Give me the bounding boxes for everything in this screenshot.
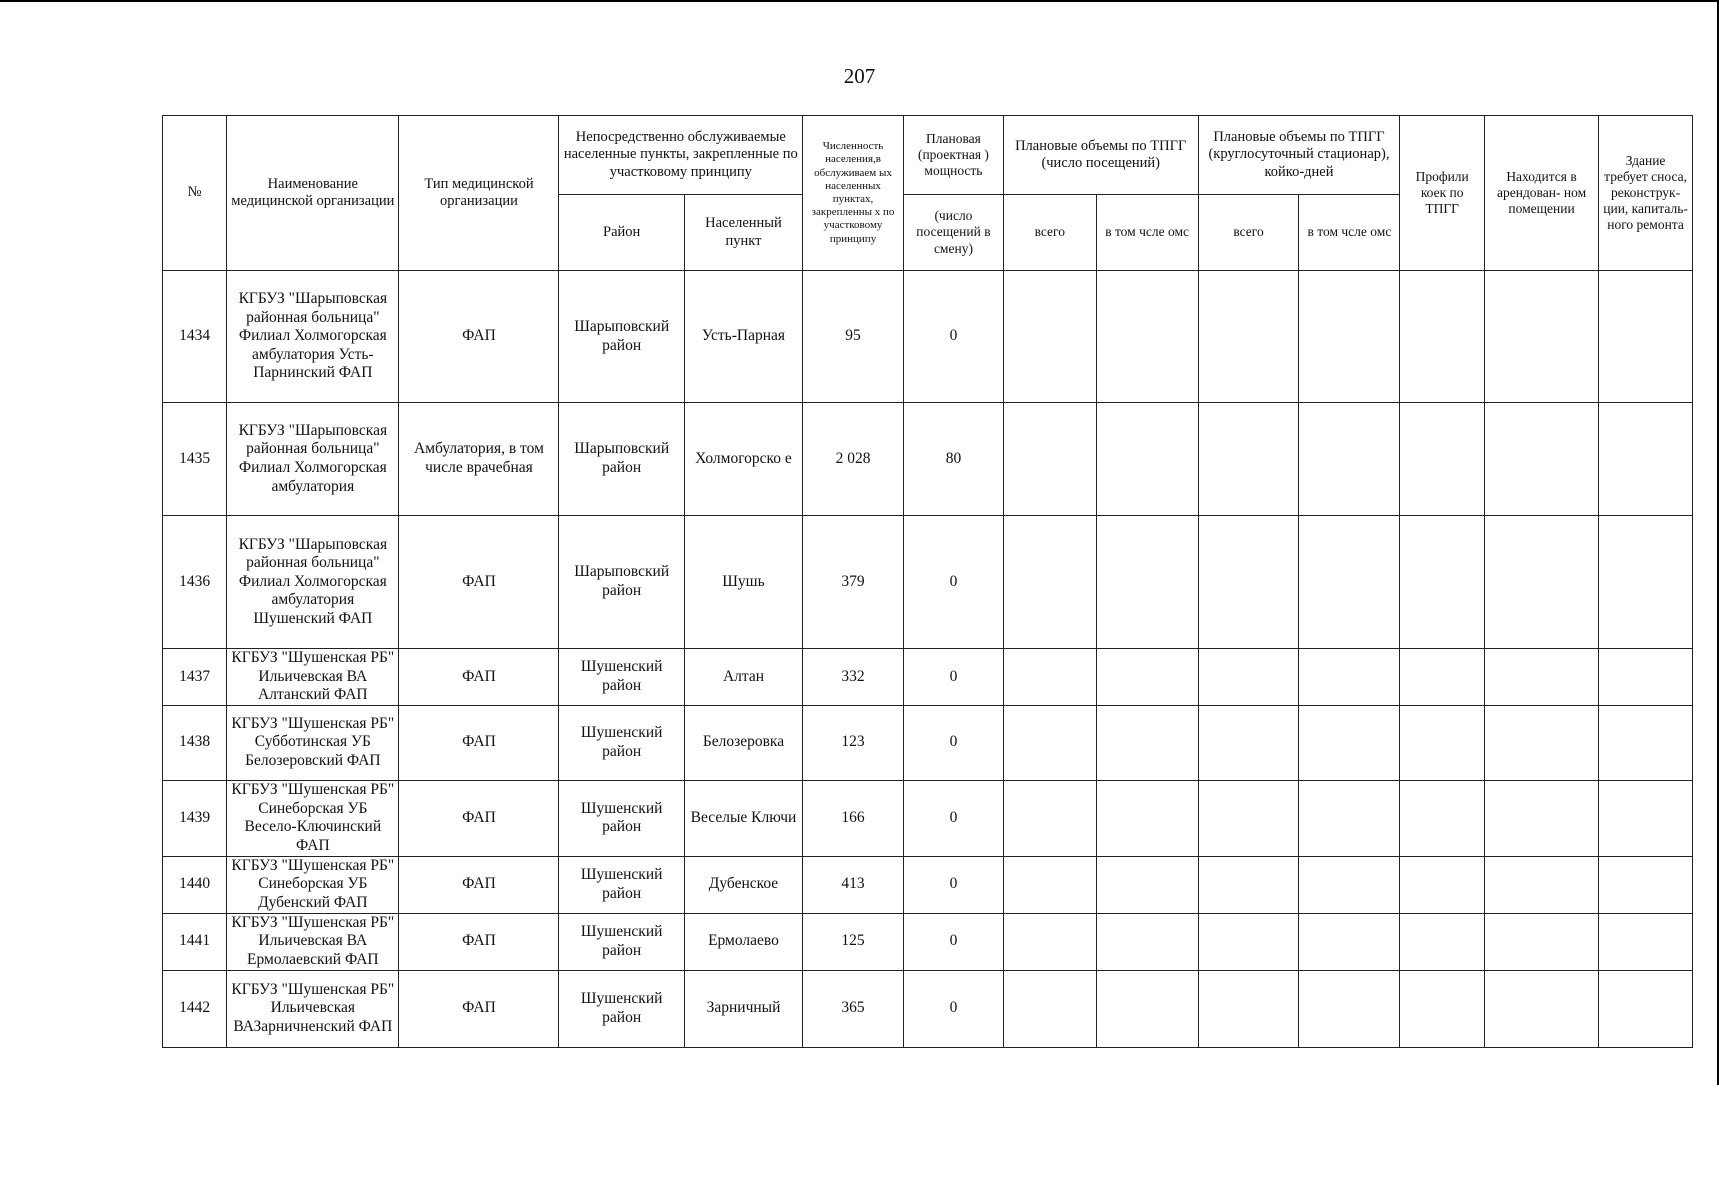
row-empty-cell (1096, 970, 1198, 1047)
row-empty-cell (1299, 516, 1400, 649)
row-empty-cell (1003, 856, 1096, 913)
row-district: Шушенский район (559, 705, 684, 780)
row-org-type: ФАП (399, 780, 559, 856)
header-building-condition: Здание требует сноса, реконструк- ции, капиталь- ного ремонта (1599, 116, 1693, 271)
header-settlement: Населенный пункт (684, 195, 802, 271)
row-empty-cell (1599, 516, 1693, 649)
row-org-name: КГБУЗ "Шарыповская районная больница" Филиал Холмогорская амбулатория (227, 403, 399, 516)
table-row (163, 705, 1693, 780)
row-num: 1434 (163, 271, 227, 403)
row-empty-cell (1400, 913, 1485, 970)
row-empty-cell (1599, 403, 1693, 516)
row-population: 125 (803, 913, 904, 970)
header-visits-total: всего (1003, 195, 1096, 271)
row-district: Шарыповский район (559, 271, 684, 403)
row-empty-cell (1198, 271, 1299, 403)
row-empty-cell (1400, 970, 1485, 1047)
row-org-type: Амбулатория, в том числе врачебная (399, 403, 559, 516)
row-population: 332 (803, 649, 904, 706)
row-empty-cell (1096, 516, 1198, 649)
row-org-name: КГБУЗ "Шарыповская районная больница" Филиал Холмогорская амбулатория Усть-Парнинский ФАП (227, 271, 399, 403)
row-capacity: 0 (904, 271, 1004, 403)
row-capacity: 80 (904, 403, 1004, 516)
row-empty-cell (1299, 649, 1400, 706)
row-empty-cell (1299, 403, 1400, 516)
row-empty-cell (1198, 705, 1299, 780)
medical-organizations-table (162, 115, 1693, 1048)
row-num: 1438 (163, 705, 227, 780)
row-empty-cell (1096, 856, 1198, 913)
row-empty-cell (1599, 856, 1693, 913)
row-district: Шушенский район (559, 970, 684, 1047)
table-row (163, 856, 1693, 913)
header-capacity-unit: (число посещений в смену) (904, 195, 1004, 271)
row-empty-cell (1096, 649, 1198, 706)
row-population: 123 (803, 705, 904, 780)
row-empty-cell (1400, 856, 1485, 913)
row-capacity: 0 (904, 970, 1004, 1047)
row-capacity: 0 (904, 705, 1004, 780)
table-row (163, 403, 1693, 516)
row-empty-cell (1299, 780, 1400, 856)
row-empty-cell (1198, 649, 1299, 706)
row-capacity: 0 (904, 516, 1004, 649)
row-settlement: Алтан (684, 649, 802, 706)
row-population: 95 (803, 271, 904, 403)
row-empty-cell (1003, 780, 1096, 856)
row-empty-cell (1198, 780, 1299, 856)
row-num: 1436 (163, 516, 227, 649)
row-empty-cell (1003, 970, 1096, 1047)
row-empty-cell (1484, 516, 1598, 649)
row-district: Шарыповский район (559, 403, 684, 516)
row-empty-cell (1484, 271, 1598, 403)
table-row (163, 780, 1693, 856)
table-body (163, 271, 1693, 1048)
row-empty-cell (1198, 970, 1299, 1047)
table-row (163, 913, 1693, 970)
row-org-name: КГБУЗ "Шушенская РБ" Ильичевская ВАЗарничненский ФАП (227, 970, 399, 1047)
row-empty-cell (1198, 403, 1299, 516)
row-settlement: Шушь (684, 516, 802, 649)
row-empty-cell (1198, 516, 1299, 649)
row-org-name: КГБУЗ "Шушенская РБ" Синеборская УБ Весело-Ключинский ФАП (227, 780, 399, 856)
row-settlement: Ермолаево (684, 913, 802, 970)
row-empty-cell (1003, 913, 1096, 970)
row-empty-cell (1599, 780, 1693, 856)
row-settlement: Веселые Ключи (684, 780, 802, 856)
row-empty-cell (1484, 649, 1598, 706)
header-visits-oms: в том чсле омс (1096, 195, 1198, 271)
row-empty-cell (1003, 271, 1096, 403)
row-org-name: КГБУЗ "Шушенская РБ" Ильичевская ВА Ермолаевский ФАП (227, 913, 399, 970)
row-settlement: Белозеровка (684, 705, 802, 780)
row-org-name: КГБУЗ "Шушенская РБ" Синеборская УБ Дубенский ФАП (227, 856, 399, 913)
table-row (163, 516, 1693, 649)
row-num: 1437 (163, 649, 227, 706)
row-population: 413 (803, 856, 904, 913)
row-empty-cell (1599, 649, 1693, 706)
row-org-type: ФАП (399, 516, 559, 649)
row-district: Шушенский район (559, 649, 684, 706)
row-org-type: ФАП (399, 271, 559, 403)
table-row (163, 649, 1693, 706)
row-empty-cell (1003, 649, 1096, 706)
row-num: 1439 (163, 780, 227, 856)
row-empty-cell (1003, 403, 1096, 516)
row-empty-cell (1198, 856, 1299, 913)
row-empty-cell (1599, 705, 1693, 780)
header-org-type: Тип медицинской организации (399, 116, 559, 271)
row-org-type: ФАП (399, 649, 559, 706)
row-empty-cell (1299, 913, 1400, 970)
row-empty-cell (1400, 705, 1485, 780)
row-empty-cell (1198, 913, 1299, 970)
row-num: 1440 (163, 856, 227, 913)
row-org-name: КГБУЗ "Шарыповская районная больница" Филиал Холмогорская амбулатория Шушенский ФАП (227, 516, 399, 649)
table-header (163, 116, 1693, 271)
row-org-type: ФАП (399, 705, 559, 780)
row-empty-cell (1484, 403, 1598, 516)
row-org-type: ФАП (399, 970, 559, 1047)
table-row (163, 271, 1693, 403)
page-top-edge (0, 0, 1719, 2)
header-population: Численность населения,в обслуживаем ых населенных пунктах, закрепленны х по участковому принципу (803, 116, 904, 271)
row-org-name: КГБУЗ "Шушенская РБ" Ильичевская ВА Алтанский ФАП (227, 649, 399, 706)
row-empty-cell (1299, 705, 1400, 780)
row-empty-cell (1299, 856, 1400, 913)
row-settlement: Усть-Парная (684, 271, 802, 403)
row-empty-cell (1484, 913, 1598, 970)
row-population: 379 (803, 516, 904, 649)
row-empty-cell (1599, 970, 1693, 1047)
row-population: 365 (803, 970, 904, 1047)
header-rented: Находится в арендован- ном помещении (1484, 116, 1598, 271)
row-empty-cell (1299, 271, 1400, 403)
row-district: Шушенский район (559, 780, 684, 856)
row-population: 166 (803, 780, 904, 856)
row-empty-cell (1096, 271, 1198, 403)
row-empty-cell (1484, 970, 1598, 1047)
row-empty-cell (1484, 780, 1598, 856)
row-settlement: Холмогорско е (684, 403, 802, 516)
header-capacity: Плановая (проектная ) мощность (904, 116, 1004, 195)
row-org-name: КГБУЗ "Шушенская РБ" Субботинская УБ Белозеровский ФАП (227, 705, 399, 780)
header-planned-visits: Плановые объемы по ТПГГ (число посещений) (1003, 116, 1198, 195)
row-num: 1442 (163, 970, 227, 1047)
row-empty-cell (1599, 271, 1693, 403)
row-district: Шушенский район (559, 856, 684, 913)
header-beds-total: всего (1198, 195, 1299, 271)
row-empty-cell (1400, 403, 1485, 516)
row-capacity: 0 (904, 649, 1004, 706)
row-settlement: Зарничный (684, 970, 802, 1047)
row-empty-cell (1400, 516, 1485, 649)
row-settlement: Дубенское (684, 856, 802, 913)
row-empty-cell (1096, 913, 1198, 970)
page-number: 207 (843, 64, 876, 88)
row-empty-cell (1484, 705, 1598, 780)
row-org-type: ФАП (399, 913, 559, 970)
row-empty-cell (1096, 780, 1198, 856)
row-empty-cell (1400, 271, 1485, 403)
row-num: 1435 (163, 403, 227, 516)
row-district: Шарыповский район (559, 516, 684, 649)
row-district: Шушенский район (559, 913, 684, 970)
header-num: № (163, 116, 227, 271)
header-org-name: Наименование медицинской организации (227, 116, 399, 271)
row-empty-cell (1096, 403, 1198, 516)
row-capacity: 0 (904, 913, 1004, 970)
row-empty-cell (1003, 516, 1096, 649)
row-empty-cell (1003, 705, 1096, 780)
header-planned-bed-days: Плановые объемы по ТПГГ (круглосуточный стационар), койко-дней (1198, 116, 1400, 195)
row-num: 1441 (163, 913, 227, 970)
row-empty-cell (1096, 705, 1198, 780)
row-empty-cell (1484, 856, 1598, 913)
row-empty-cell (1400, 780, 1485, 856)
row-empty-cell (1299, 970, 1400, 1047)
header-served-settlements: Непосредственно обслуживаемые населенные пункты, закрепленные по участковому принципу (559, 116, 803, 195)
header-bed-profiles: Профили коек по ТПГГ (1400, 116, 1485, 271)
header-district: Район (559, 195, 684, 271)
row-empty-cell (1400, 649, 1485, 706)
row-capacity: 0 (904, 856, 1004, 913)
row-capacity: 0 (904, 780, 1004, 856)
row-empty-cell (1599, 913, 1693, 970)
row-population: 2 028 (803, 403, 904, 516)
row-org-type: ФАП (399, 856, 559, 913)
table-row (163, 970, 1693, 1047)
header-beds-oms: в том чсле омс (1299, 195, 1400, 271)
